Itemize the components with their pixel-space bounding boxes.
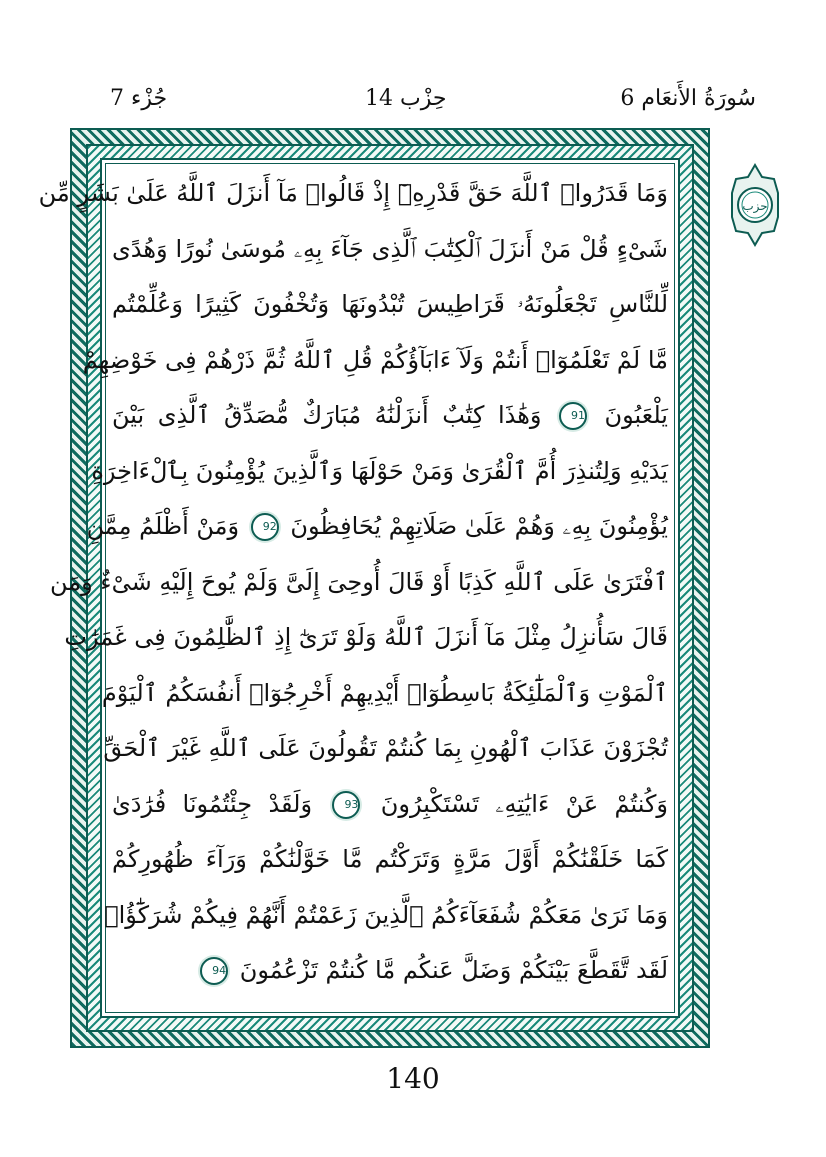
ornamental-border bbox=[38, 128, 710, 1048]
ayah-marker-94: 94 bbox=[200, 957, 228, 985]
text-segment: وَمَنْ أَظْلَمُ مِمَّنِ bbox=[86, 512, 240, 540]
page-header bbox=[70, 82, 756, 122]
text-line-9: قَالَ سَأُنزِلُ مِثْلَ مَآ أَنزَلَ ٱللَّهُ وَلَوْ تَرَىٰٓ إِذِ ٱلظَّٰلِمُونَ فِى غَمَرَٰتِ bbox=[64, 623, 668, 651]
text-line-13: كَمَا خَلَقْنَٰكُمْ أَوَّلَ مَرَّةٍ وَتَرَكْتُم مَّا خَوَّلْنَٰكُمْ وَرَآءَ ظُهُورِكُمْ bbox=[112, 845, 668, 873]
text-line-10: ٱلْمَوْتِ وَٱلْمَلَٰٓئِكَةُ بَاسِطُوٓا۟ أَيْدِيهِمْ أَخْرِجُوٓا۟ أَنفُسَكُمُ ٱلْيَوْمَ bbox=[101, 678, 668, 707]
ayah-marker-92: 92 bbox=[251, 513, 279, 541]
text-line-3: لِّلنَّاسِ تَجْعَلُونَهُۥ قَرَاطِيسَ تُبْدُونَهَا وَتُخْفُونَ كَثِيرًا وَعُلِّمْتُم bbox=[112, 290, 668, 318]
juz-label: جُزْء 7 bbox=[110, 86, 168, 111]
text-line-6: يَدَيْهِ وَلِتُنذِرَ أُمَّ ٱلْقُرَىٰ وَمَنْ حَوْلَهَا وَٱلَّذِينَ يُؤْمِنُونَ بِٱلْءَاخِرَةِ bbox=[91, 456, 668, 485]
quran-text bbox=[38, 166, 668, 1006]
surah-title: 6 سُورَةُ الأَنعَام bbox=[620, 86, 756, 111]
text-segment: وَهَٰذَا كِتَٰبٌ أَنزَلْنَٰهُ مُبَارَكٌ مُّصَدِّقُ ٱلَّذِى بَيْنَ bbox=[112, 401, 542, 429]
hizb-medallion-icon bbox=[728, 163, 782, 247]
text-line-5 bbox=[112, 388, 668, 444]
text-segment: يَلْعَبُونَ bbox=[604, 401, 668, 429]
ayah-marker-93: 93 bbox=[332, 791, 360, 819]
text-segment: وَكُنتُمْ عَنْ ءَايَٰتِهِۦ تَسْتَكْبِرُونَ bbox=[380, 789, 668, 818]
text-line-8: ٱفْتَرَىٰ عَلَى ٱللَّهِ كَذِبًا أَوْ قَالَ أُوحِىَ إِلَىَّ وَلَمْ يُوحَ إِلَيْهِ شَىْءٌ وَمَن bbox=[49, 567, 668, 596]
text-segment: وَلَقَدْ جِئْتُمُونَا فُرَٰدَىٰ bbox=[112, 789, 313, 818]
ayah-marker-91: 91 bbox=[559, 402, 587, 430]
hizb-medallion-label: حزب bbox=[742, 199, 768, 213]
hizb-label: حِزْب 14 bbox=[365, 86, 447, 111]
text-line-15 bbox=[112, 943, 668, 999]
text-line-4: مَّا لَمْ تَعْلَمُوٓا۟ أَنتُمْ وَلَآ ءَابَآؤُكُمْ قُلِ ٱللَّهُ ثُمَّ ذَرْهُمْ فِى خَوْضِهِمْ bbox=[82, 345, 668, 374]
text-segment: يُؤْمِنُونَ بِهِۦ وَهُمْ عَلَىٰ صَلَاتِهِمْ يُحَافِظُونَ bbox=[290, 512, 668, 540]
text-line-1: وَمَا قَدَرُوا۟ ٱللَّهَ حَقَّ قَدْرِهِۦٓ إِذْ قَالُوا۟ مَآ أَنزَلَ ٱللَّهُ عَلَىٰ بَشَرٍ مِّن bbox=[38, 179, 668, 207]
border-band bbox=[38, 144, 694, 1032]
text-panel bbox=[38, 158, 680, 1018]
text-segment: لَقَد تَّقَطَّعَ بَيْنَكُمْ وَضَلَّ عَنكُم مَّا كُنتُمْ تَزْعُمُونَ bbox=[239, 956, 668, 984]
text-line-14: وَمَا نَرَىٰ مَعَكُمْ شُفَعَآءَكُمُ ٱلَّذِينَ زَعَمْتُمْ أَنَّهُمْ فِيكُمْ شُرَكَٰٓؤُا۟ bbox=[104, 900, 668, 929]
text-line-7 bbox=[86, 499, 668, 555]
text-line-2: شَىْءٍ قُلْ مَنْ أَنزَلَ ٱلْكِتَٰبَ ٱلَّذِى جَآءَ بِهِۦ مُوسَىٰ نُورًا وَهُدًى bbox=[112, 234, 668, 263]
text-line-11: تُجْزَوْنَ عَذَابَ ٱلْهُونِ بِمَا كُنتُمْ تَقُولُونَ عَلَى ٱللَّهِ غَيْرَ ٱلْحَقِّ bbox=[103, 734, 668, 762]
text-line-12 bbox=[112, 777, 668, 833]
page-number: 140 bbox=[386, 1062, 440, 1095]
